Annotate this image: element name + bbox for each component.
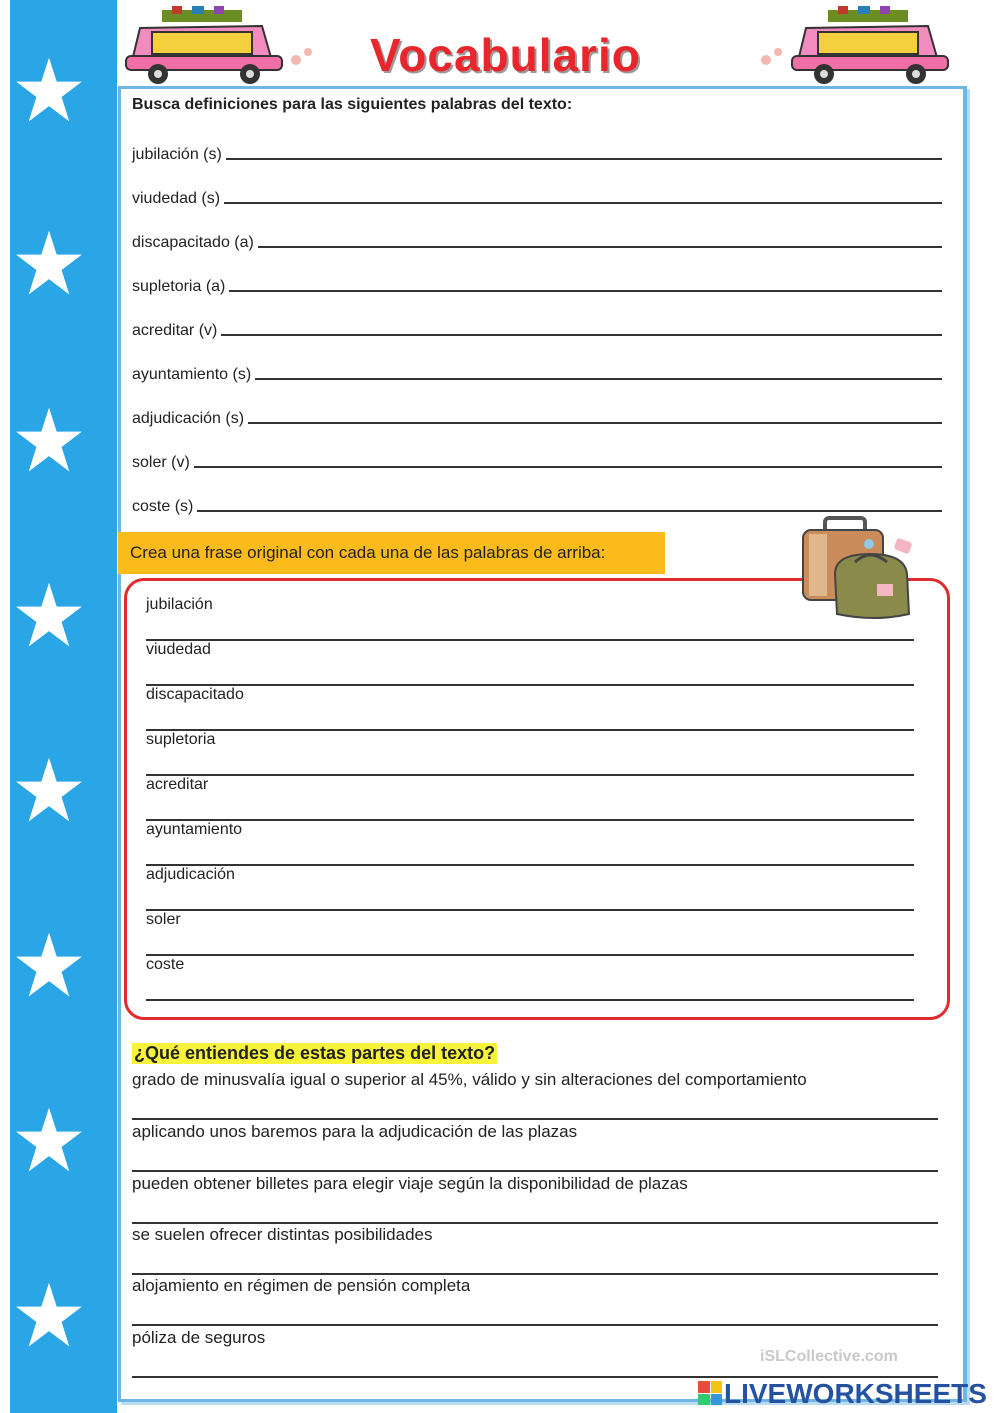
word-label: acreditar (146, 776, 209, 793)
phrase-label: pueden obtener billetes para elegir viaje según la disponibilidad de plazas (132, 1174, 688, 1193)
star-icon (14, 1105, 84, 1175)
word-label: soler (146, 911, 181, 928)
section3-title: ¿Qué entiendes de estas partes del texto? (134, 1043, 496, 1063)
word-label: supletoria (146, 731, 216, 748)
star-icon (14, 580, 84, 650)
star-icon (14, 405, 84, 475)
answer-line[interactable] (224, 202, 942, 204)
page-title: Vocabulario (370, 29, 641, 81)
star-icon (14, 755, 84, 825)
section1-instruction: Busca definiciones para las siguientes palabras del texto: (132, 96, 573, 113)
definition-row[interactable] (132, 184, 942, 208)
sentence-row[interactable] (146, 686, 914, 731)
word-label: coste (s) (132, 498, 194, 515)
answer-line[interactable] (221, 334, 942, 336)
answer-line[interactable] (146, 999, 914, 1001)
answer-line[interactable] (132, 1170, 938, 1172)
answer-line[interactable] (258, 246, 942, 248)
answer-line[interactable] (255, 378, 942, 380)
phrase-row[interactable] (132, 1070, 938, 1120)
definition-row[interactable] (132, 448, 942, 472)
sentence-row[interactable] (146, 956, 914, 1001)
islcollective-watermark: iSLCollective.com (760, 1348, 898, 1365)
phrase-row[interactable] (132, 1276, 938, 1326)
phrase-row[interactable] (132, 1122, 938, 1172)
word-label: ayuntamiento (146, 821, 243, 838)
phrase-row[interactable] (132, 1225, 938, 1275)
answer-line[interactable] (132, 1118, 938, 1120)
definition-row[interactable] (132, 228, 942, 252)
car-icon (122, 6, 287, 86)
word-label: discapacitado (146, 686, 244, 703)
word-label: viudedad (146, 641, 211, 658)
answer-line[interactable] (229, 290, 942, 292)
word-label: acreditar (v) (132, 322, 218, 339)
word-label: soler (v) (132, 454, 190, 471)
sentence-row[interactable] (146, 596, 914, 641)
phrase-label: alojamiento en régimen de pensión completa (132, 1276, 471, 1295)
star-icon (14, 930, 84, 1000)
side-stripe (10, 0, 117, 1413)
liveworksheets-brand[interactable]: LIVEWORKSHEETS (724, 1378, 987, 1409)
answer-line[interactable] (132, 1222, 938, 1224)
sentence-row[interactable] (146, 821, 914, 866)
word-label: supletoria (a) (132, 278, 226, 295)
phrase-label: grado de minusvalía igual o superior al 45%, válido y sin alteraciones del comportamiento (132, 1070, 807, 1089)
word-label: adjudicación (s) (132, 410, 245, 427)
answer-line[interactable] (248, 422, 942, 424)
car-icon (788, 6, 953, 86)
exhaust-icon (288, 42, 318, 72)
answer-line[interactable] (194, 466, 942, 468)
section2-instruction: Crea una frase original con cada una de las palabras de arriba: (118, 532, 665, 574)
sentence-row[interactable] (146, 911, 914, 956)
answer-line[interactable] (132, 1273, 938, 1275)
sentence-row[interactable] (146, 866, 914, 911)
word-label: viudedad (s) (132, 190, 221, 207)
phrase-label: se suelen ofrecer distintas posibilidades (132, 1225, 433, 1244)
word-label: jubilación (146, 596, 213, 613)
star-icon (14, 228, 84, 298)
definition-row[interactable] (132, 360, 942, 384)
sentence-row[interactable] (146, 776, 914, 821)
phrase-row[interactable] (132, 1174, 938, 1224)
definition-row[interactable] (132, 272, 942, 296)
answer-line[interactable] (197, 510, 942, 512)
definition-row[interactable] (132, 316, 942, 340)
definition-row[interactable] (132, 140, 942, 164)
word-label: jubilación (s) (132, 146, 222, 163)
answer-line[interactable] (226, 158, 942, 160)
phrase-label: póliza de seguros (132, 1328, 266, 1347)
sentence-row[interactable] (146, 641, 914, 686)
exhaust-icon (758, 42, 788, 72)
word-label: discapacitado (a) (132, 234, 254, 251)
word-label: adjudicación (146, 866, 235, 883)
star-icon (14, 1280, 84, 1350)
liveworksheets-logo-icon (698, 1381, 722, 1405)
word-label: coste (146, 956, 185, 973)
answer-line[interactable] (132, 1324, 938, 1326)
word-label: ayuntamiento (s) (132, 366, 252, 383)
star-icon (14, 55, 84, 125)
sentence-row[interactable] (146, 731, 914, 776)
definition-row[interactable] (132, 404, 942, 428)
phrase-label: aplicando unos baremos para la adjudicación de las plazas (132, 1122, 578, 1141)
definition-row[interactable] (132, 492, 942, 516)
